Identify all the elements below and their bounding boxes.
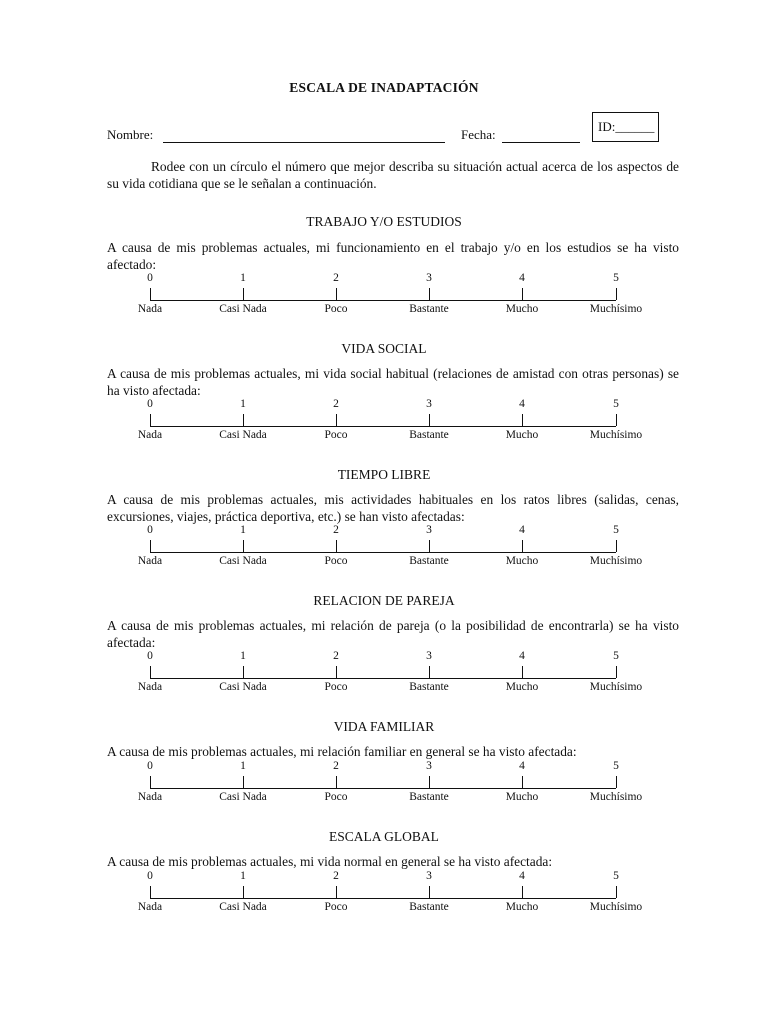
rating-scale[interactable] (107, 650, 679, 696)
scale-tick (336, 414, 337, 426)
scale-anchor-label: Poco (324, 555, 348, 567)
scale-tick (616, 886, 617, 898)
scale-line (150, 426, 616, 427)
scale-number[interactable]: 2 (333, 524, 339, 536)
scale-tick (150, 414, 151, 426)
scale-anchor-label: Bastante (409, 555, 449, 567)
scale-number[interactable]: 4 (519, 650, 525, 662)
scale-tick (243, 776, 244, 788)
name-label: Nombre: (107, 127, 154, 142)
scale-anchor-label: Muchísimo (589, 303, 643, 315)
scale-tick (616, 776, 617, 788)
scale-number[interactable]: 4 (519, 272, 525, 284)
scale-number[interactable]: 0 (147, 272, 153, 284)
scale-tick (522, 288, 523, 300)
scale-anchor-label: Nada (137, 901, 163, 913)
scale-anchor-label: Bastante (409, 429, 449, 441)
scale-number[interactable]: 0 (147, 760, 153, 772)
scale-number[interactable]: 3 (426, 870, 432, 882)
scale-anchor-label: Muchísimo (589, 681, 643, 693)
date-label: Fecha: (461, 127, 496, 142)
scale-anchor-label: Mucho (505, 303, 539, 315)
section-title: VIDA FAMILIAR (333, 719, 435, 734)
scale-anchor-label: Casi Nada (219, 791, 267, 803)
scale-number[interactable]: 2 (333, 272, 339, 284)
scale-tick (336, 666, 337, 678)
scale-anchor-label: Poco (324, 681, 348, 693)
scale-tick (429, 288, 430, 300)
scale-number[interactable]: 4 (519, 398, 525, 410)
rating-scale[interactable] (107, 870, 679, 916)
section-question: A causa de mis problemas actuales, mi relación familiar en general se ha visto afectada: (107, 744, 577, 759)
scale-anchor-label: Muchísimo (589, 429, 643, 441)
scale-tick (150, 288, 151, 300)
scale-anchor-label: Muchísimo (589, 791, 643, 803)
rating-scale[interactable] (107, 272, 679, 318)
scale-tick (336, 776, 337, 788)
scale-number[interactable]: 3 (426, 524, 432, 536)
rating-scale[interactable] (107, 760, 679, 806)
scale-tick (243, 414, 244, 426)
scale-number[interactable]: 2 (333, 870, 339, 882)
scale-anchor-label: Poco (324, 901, 348, 913)
scale-tick (429, 666, 430, 678)
scale-number[interactable]: 5 (613, 398, 619, 410)
scale-anchor-label: Mucho (505, 429, 539, 441)
scale-anchor-label: Nada (137, 555, 163, 567)
scale-number[interactable]: 5 (613, 272, 619, 284)
scale-tick (522, 414, 523, 426)
scale-anchor-label: Nada (137, 791, 163, 803)
scale-tick (616, 288, 617, 300)
scale-anchor-label: Bastante (409, 681, 449, 693)
scale-number[interactable]: 0 (147, 870, 153, 882)
section-question: A causa de mis problemas actuales, mi funcionamiento en el trabajo y/o en los estudios se ha visto afectado: (107, 240, 679, 272)
scale-tick (243, 288, 244, 300)
scale-number[interactable]: 5 (613, 870, 619, 882)
scale-tick (522, 776, 523, 788)
scale-anchor-label: Casi Nada (219, 429, 267, 441)
scale-tick (243, 666, 244, 678)
scale-tick (616, 540, 617, 552)
instructions: Rodee con un círculo el número que mejor describa su situación actual acerca de los aspectos de su vida cotidiana que se le señalan a continuación. (107, 159, 679, 191)
section-title: VIDA SOCIAL (341, 341, 427, 356)
rating-scale[interactable] (107, 398, 679, 444)
section-question: A causa de mis problemas actuales, mi vida social habitual (relaciones de amistad con otras personas) se ha visto afectada: (107, 366, 679, 398)
scale-tick (522, 540, 523, 552)
scale-anchor-label: Mucho (505, 791, 539, 803)
page-title: ESCALA DE INADAPTACIÓN (289, 80, 479, 95)
scale-tick (616, 666, 617, 678)
scale-tick (336, 288, 337, 300)
scale-anchor-label: Muchísimo (589, 901, 643, 913)
scale-number[interactable]: 1 (240, 398, 246, 410)
scale-tick (150, 886, 151, 898)
scale-number[interactable]: 5 (613, 524, 619, 536)
scale-line (150, 552, 616, 553)
scale-tick (616, 414, 617, 426)
scale-number[interactable]: 1 (240, 870, 246, 882)
scale-number[interactable]: 5 (613, 760, 619, 772)
id-box[interactable] (592, 112, 659, 142)
scale-tick (429, 540, 430, 552)
scale-number[interactable]: 1 (240, 650, 246, 662)
scale-number[interactable]: 4 (519, 760, 525, 772)
scale-number[interactable]: 0 (147, 650, 153, 662)
scale-number[interactable]: 2 (333, 760, 339, 772)
scale-anchor-label: Muchísimo (589, 555, 643, 567)
scale-tick (150, 666, 151, 678)
section-title: TIEMPO LIBRE (337, 467, 431, 482)
scale-tick (150, 776, 151, 788)
scale-anchor-label: Mucho (505, 555, 539, 567)
scale-anchor-label: Poco (324, 791, 348, 803)
scale-number[interactable]: 4 (519, 870, 525, 882)
scale-anchor-label: Bastante (409, 901, 449, 913)
scale-anchor-label: Casi Nada (219, 901, 267, 913)
scale-anchor-label: Casi Nada (219, 555, 267, 567)
rating-scale[interactable] (107, 524, 679, 570)
scale-number[interactable]: 1 (240, 524, 246, 536)
scale-number[interactable]: 4 (519, 524, 525, 536)
scale-anchor-label: Poco (324, 303, 348, 315)
scale-anchor-label: Bastante (409, 791, 449, 803)
scale-anchor-label: Mucho (505, 901, 539, 913)
scale-number[interactable]: 3 (426, 398, 432, 410)
scale-anchor-label: Casi Nada (219, 681, 267, 693)
section-title: RELACION DE PAREJA (313, 593, 455, 608)
scale-anchor-label: Bastante (409, 303, 449, 315)
scale-anchor-label: Nada (137, 303, 163, 315)
scale-tick (336, 540, 337, 552)
scale-number[interactable]: 0 (147, 398, 153, 410)
section-question: A causa de mis problemas actuales, mi vida normal en general se ha visto afectada: (107, 854, 553, 869)
scale-tick (522, 666, 523, 678)
scale-line (150, 898, 616, 899)
scale-number[interactable]: 3 (426, 760, 432, 772)
section-question: A causa de mis problemas actuales, mi relación de pareja (o la posibilidad de encontrarla) se ha visto afectada: (107, 618, 679, 650)
scale-line (150, 788, 616, 789)
scale-tick (243, 886, 244, 898)
section-title: TRABAJO Y/O ESTUDIOS (306, 214, 462, 229)
scale-number[interactable]: 2 (333, 398, 339, 410)
scale-anchor-label: Nada (137, 429, 163, 441)
scale-line (150, 678, 616, 679)
scale-number[interactable]: 3 (426, 272, 432, 284)
scale-number[interactable]: 0 (147, 524, 153, 536)
date-field[interactable] (502, 142, 580, 143)
section-question: A causa de mis problemas actuales, mis actividades habituales en los ratos libres (salidas, cenas, excursiones, viajes, práctica deportiva, etc.) se han visto afectadas: (107, 492, 679, 524)
scale-number[interactable]: 1 (240, 760, 246, 772)
scale-anchor-label: Poco (324, 429, 348, 441)
scale-line (150, 300, 616, 301)
scale-tick (336, 886, 337, 898)
section-title: ESCALA GLOBAL (329, 829, 439, 844)
scale-number[interactable]: 5 (613, 650, 619, 662)
scale-anchor-label: Mucho (505, 681, 539, 693)
scale-tick (522, 886, 523, 898)
scale-anchor-label: Nada (137, 681, 163, 693)
name-field[interactable] (163, 142, 445, 143)
scale-number[interactable]: 3 (426, 650, 432, 662)
scale-tick (150, 540, 151, 552)
scale-tick (243, 540, 244, 552)
scale-tick (429, 776, 430, 788)
scale-anchor-label: Casi Nada (219, 303, 267, 315)
scale-tick (429, 414, 430, 426)
scale-tick (429, 886, 430, 898)
id-label: ID:______ (598, 119, 655, 134)
scale-number[interactable]: 1 (240, 272, 246, 284)
scale-number[interactable]: 2 (333, 650, 339, 662)
